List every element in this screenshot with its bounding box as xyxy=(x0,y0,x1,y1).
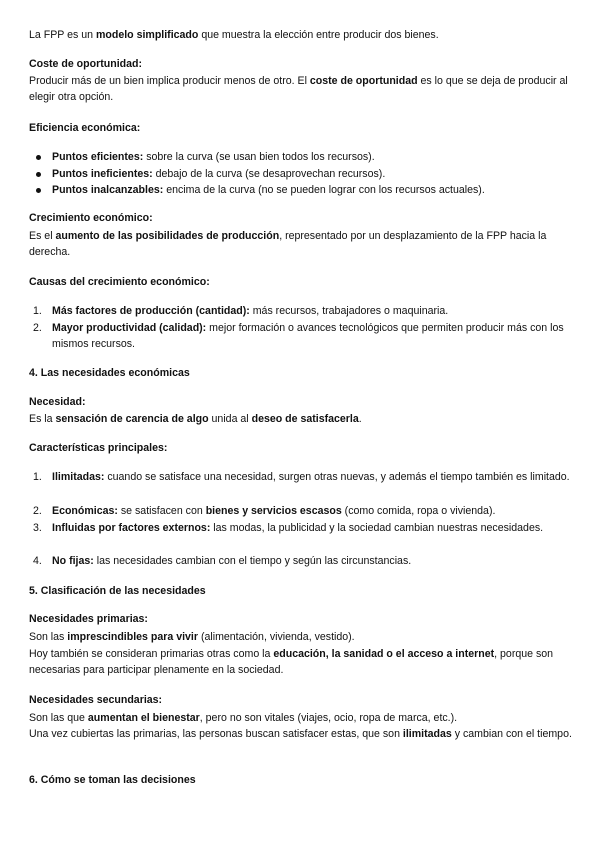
causas-heading: Causas del crecimiento económico: xyxy=(29,276,210,288)
item-number: 1. xyxy=(33,305,42,317)
primarias-line-1 xyxy=(29,629,577,645)
item-text: sobre la curva (se usan bien todos los recursos). xyxy=(143,151,375,163)
section-5-heading: 5. Clasificación de las necesidades xyxy=(29,585,206,597)
item-bold: Puntos eficientes: xyxy=(52,151,144,163)
item-bold-2: bienes y servicios escasos xyxy=(205,505,342,517)
item-number: 2. xyxy=(33,322,42,334)
secundarias-text: Son las que xyxy=(29,712,88,724)
secundarias-heading: Necesidades secundarias: xyxy=(29,694,163,706)
secundarias-line-2 xyxy=(29,726,577,742)
secundarias-bold-2: ilimitadas xyxy=(402,728,452,740)
item-bold: Económicas: xyxy=(52,505,118,517)
caracteristicas-heading: Características principales: xyxy=(29,442,168,454)
necesidad-heading: Necesidad: xyxy=(29,396,86,408)
causas-item-1 xyxy=(33,303,573,319)
item-bold: Ilimitadas: xyxy=(52,471,105,483)
bullet-icon xyxy=(36,155,41,160)
item-text: mejor formación o avances tecnológicos que permiten producir más con los mismos recursos. xyxy=(52,322,564,350)
secundarias-line-1 xyxy=(29,710,577,726)
crecimiento-text: Es el xyxy=(29,230,56,242)
item-text: cuando se satisface una necesidad, surgen otras nuevas, y además el tiempo también es limitado. xyxy=(104,471,570,483)
intro-text-end: que muestra la elección entre producir dos bienes. xyxy=(198,29,439,41)
item-bold: Influidas por factores externos: xyxy=(52,522,211,534)
section-6-heading: 6. Cómo se toman las decisiones xyxy=(29,774,196,786)
eficiencia-heading: Eficiencia económica: xyxy=(29,122,141,134)
bullet-icon xyxy=(36,188,41,193)
primarias-text-2-end: , porque son necesarias para participar plenamente en la sociedad. xyxy=(29,648,554,676)
item-number: 3. xyxy=(33,522,42,534)
item-number: 1. xyxy=(33,471,42,483)
primarias-bold-2: educación, la sanidad o el acceso a internet xyxy=(273,648,495,660)
item-text-2: (como comida, ropa o vivienda). xyxy=(341,505,496,517)
caracteristicas-item-4 xyxy=(33,553,573,569)
crecimiento-bold: aumento de las posibilidades de producción xyxy=(55,230,280,242)
item-text: más recursos, trabajadores o maquinaria. xyxy=(249,305,449,317)
item-bold: Más factores de producción (cantidad): xyxy=(52,305,250,317)
primarias-heading: Necesidades primarias: xyxy=(29,613,148,625)
eficiencia-item-2 xyxy=(33,166,573,182)
crecimiento-paragraph xyxy=(29,228,577,260)
necesidad-bold-2: deseo de satisfacerla xyxy=(251,413,359,425)
item-number: 4. xyxy=(33,555,42,567)
intro-bold: modelo simplificado xyxy=(95,29,199,41)
coste-heading: Coste de oportunidad: xyxy=(29,58,142,70)
primarias-text: Son las xyxy=(29,631,68,643)
crecimiento-heading: Crecimiento económico: xyxy=(29,212,153,224)
crecimiento-text-end: , representado por un desplazamiento de la FPP hacia la derecha. xyxy=(29,230,547,258)
necesidad-bold: sensación de carencia de algo xyxy=(55,413,209,425)
intro-text: La FPP es un xyxy=(29,29,96,41)
intro-paragraph xyxy=(29,27,577,43)
caracteristicas-item-3 xyxy=(33,520,573,536)
necesidad-text-mid: unida al xyxy=(208,413,252,425)
item-number: 2. xyxy=(33,505,42,517)
secundarias-text-2-end: y cambian con el tiempo. xyxy=(451,728,572,740)
item-text: debajo de la curva (se desaprovechan recursos). xyxy=(152,168,386,180)
primarias-text-2: Hoy también se consideran primarias otras como la xyxy=(29,648,274,660)
caracteristicas-item-2 xyxy=(33,503,573,519)
secundarias-bold: aumentan el bienestar xyxy=(87,712,200,724)
primarias-text-end: (alimentación, vivienda, vestido). xyxy=(198,631,355,643)
item-text: las necesidades cambian con el tiempo y según las circunstancias. xyxy=(93,555,412,567)
coste-paragraph xyxy=(29,73,577,105)
eficiencia-item-3 xyxy=(33,182,573,198)
bullet-icon xyxy=(36,172,41,177)
item-bold: No fijas: xyxy=(52,555,94,567)
eficiencia-item-1 xyxy=(33,149,573,165)
item-bold: Puntos ineficientes: xyxy=(52,168,153,180)
necesidad-text-end: . xyxy=(358,413,362,425)
coste-text: Producir más de un bien implica producir menos de otro. El xyxy=(29,75,310,87)
secundarias-text-2: Una vez cubiertas las primarias, las personas buscan satisfacer estas, que son xyxy=(29,728,403,740)
item-text: las modas, la publicidad y la sociedad cambian nuestras necesidades. xyxy=(210,522,544,534)
section-4-heading: 4. Las necesidades económicas xyxy=(29,367,190,379)
item-text: se satisfacen con xyxy=(117,505,206,517)
coste-bold: coste de oportunidad xyxy=(309,75,418,87)
necesidad-paragraph xyxy=(29,411,577,427)
primarias-bold: imprescindibles para vivir xyxy=(67,631,198,643)
caracteristicas-item-1 xyxy=(33,469,573,485)
secundarias-text-end: , pero no son vitales (viajes, ocio, ropa de marca, etc.). xyxy=(199,712,458,724)
item-text: encima de la curva (no se pueden lograr con los recursos actuales). xyxy=(163,184,485,196)
causas-item-2 xyxy=(33,320,573,352)
necesidad-text: Es la xyxy=(29,413,56,425)
item-bold: Mayor productividad (calidad): xyxy=(52,322,207,334)
item-bold: Puntos inalcanzables: xyxy=(52,184,164,196)
primarias-line-2 xyxy=(29,646,577,678)
coste-text-end: es lo que se deja de producir al elegir otra opción. xyxy=(29,75,568,103)
